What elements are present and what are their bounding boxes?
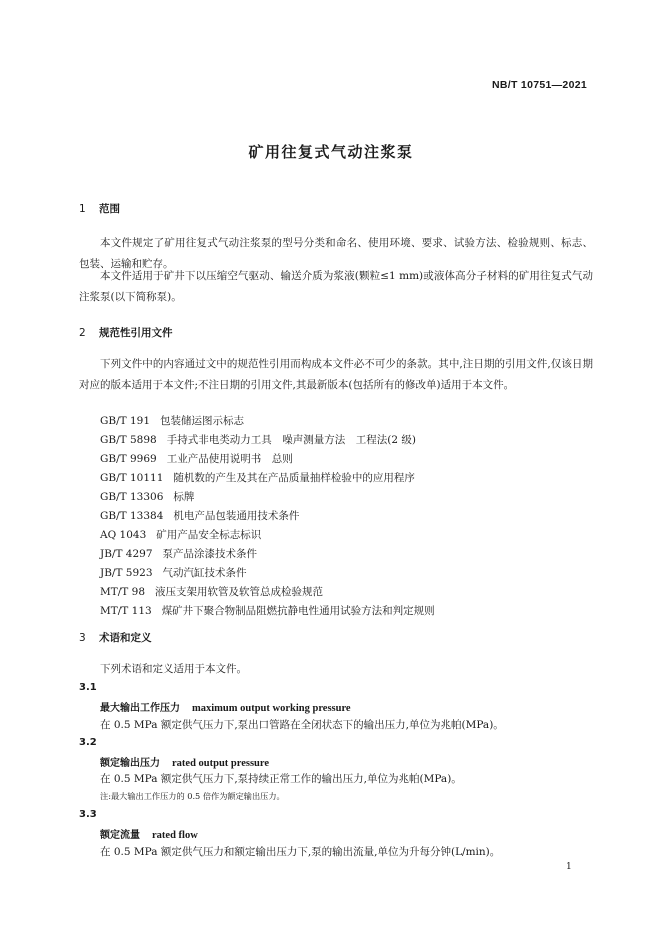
ref-code: JB/T 4297: [100, 548, 153, 560]
ref-code: AQ 1043: [100, 529, 147, 541]
ref-code: MT/T 98: [100, 586, 145, 598]
ref-title: 矿用产品安全标志标识: [156, 529, 262, 541]
ref-item: [100, 546, 257, 561]
page-number: 1: [566, 862, 572, 872]
term-number: 3.2: [79, 737, 97, 748]
section-title: 术语和定义: [99, 632, 152, 644]
term-definition: 在 0.5 MPa 额定供气压力和额定输出压力下,泵的输出流量,单位为升每分钟(L/min)。: [100, 846, 501, 858]
term-name: [100, 699, 351, 714]
ref-code: GB/T 10111: [100, 472, 164, 484]
ref-item: [100, 508, 299, 523]
ref-code: GB/T 13384: [100, 510, 164, 522]
ref-code: GB/T 191: [100, 415, 151, 427]
ref-code: JB/T 5923: [100, 567, 153, 579]
ref-title: 包装储运图示标志: [160, 415, 245, 427]
ref-code: GB/T 13306: [100, 491, 164, 503]
ref-item: [100, 432, 416, 447]
paragraph: 本文件适用于矿井下以压缩空气驱动、输送介质为浆液(颗粒≤1 mm)或液体高分子材料的矿用往复式气动注浆泵(以下简称泵)。: [79, 270, 593, 303]
ref-code: MT/T 113: [100, 605, 152, 617]
term-name: [100, 826, 198, 841]
ref-title: 泵产品涂漆技术条件: [162, 548, 258, 560]
ref-code: GB/T 9969: [100, 453, 157, 465]
term-name: [100, 754, 269, 769]
ref-title: 气动汽缸技术条件: [162, 567, 247, 579]
ref-title: 液压支架用软管及软管总成检验规范: [155, 586, 323, 598]
ref-item: [100, 451, 293, 466]
paragraph: 本文件规定了矿用往复式气动注浆泵的型号分类和命名、使用环境、要求、试验方法、检验规则、标志、包装、运输和贮存。: [79, 237, 593, 270]
ref-title: 煤矿井下聚合物制品阻燃抗静电性通用试验方法和判定规则: [161, 605, 435, 617]
ref-item: [100, 413, 244, 428]
term-en: rated flow: [152, 830, 198, 841]
section-number: 3: [79, 632, 86, 644]
doc-code: NB/T 10751—2021: [492, 79, 587, 91]
section-number: 2: [79, 327, 86, 339]
term-zh: 额定流量: [100, 830, 140, 841]
term-en: maximum output working pressure: [192, 703, 351, 714]
ref-title: 标牌: [173, 491, 195, 503]
ref-title: 随机数的产生及其在产品质量抽样检验中的应用程序: [173, 472, 415, 484]
ref-title: 机电产品包装通用技术条件: [173, 510, 300, 522]
ref-item: [100, 489, 194, 504]
ref-item: [100, 584, 323, 599]
term-number: 3.1: [79, 682, 97, 693]
term-en: rated output pressure: [172, 758, 270, 769]
term-note: 注:最大输出工作压力的 0.5 倍作为额定输出压力。: [100, 791, 285, 801]
ref-code: GB/T 5898: [100, 434, 157, 446]
paragraph: 下列文件中的内容通过文中的规范性引用而构成本文件必不可少的条款。其中,注日期的引用文件,仅该日期对应的版本适用于本文件;不注日期的引用文件,其最新版本(包括所有的修改单)适用于本文件。: [79, 358, 593, 391]
term-zh: 最大输出工作压力: [100, 703, 180, 714]
section-1-heading: [79, 201, 120, 216]
ref-item: [100, 527, 261, 542]
section-title: 规范性引用文件: [99, 327, 173, 339]
paragraph: 下列术语和定义适用于本文件。: [100, 663, 247, 675]
page-title: 矿用往复式气动注浆泵: [248, 143, 414, 161]
ref-title: 工业产品使用说明书 总则: [166, 453, 293, 465]
ref-title: 手持式非电类动力工具 噪声测量方法 工程法(2 级): [166, 434, 416, 446]
ref-item: [100, 603, 435, 618]
term-definition: 在 0.5 MPa 额定供气压力下,泵出口管路在全闭状态下的输出压力,单位为兆帕(MPa)。: [100, 719, 504, 731]
ref-item: [100, 470, 415, 485]
section-number: 1: [79, 203, 86, 215]
term-number: 3.3: [79, 809, 97, 820]
section-title: 范围: [99, 203, 120, 215]
term-zh: 额定输出压力: [100, 758, 160, 769]
ref-item: [100, 565, 247, 580]
term-definition: 在 0.5 MPa 额定供气压力下,泵持续正常工作的输出压力,单位为兆帕(MPa)。: [100, 773, 462, 785]
section-2-heading: [79, 325, 173, 340]
section-3-heading: [79, 630, 152, 645]
